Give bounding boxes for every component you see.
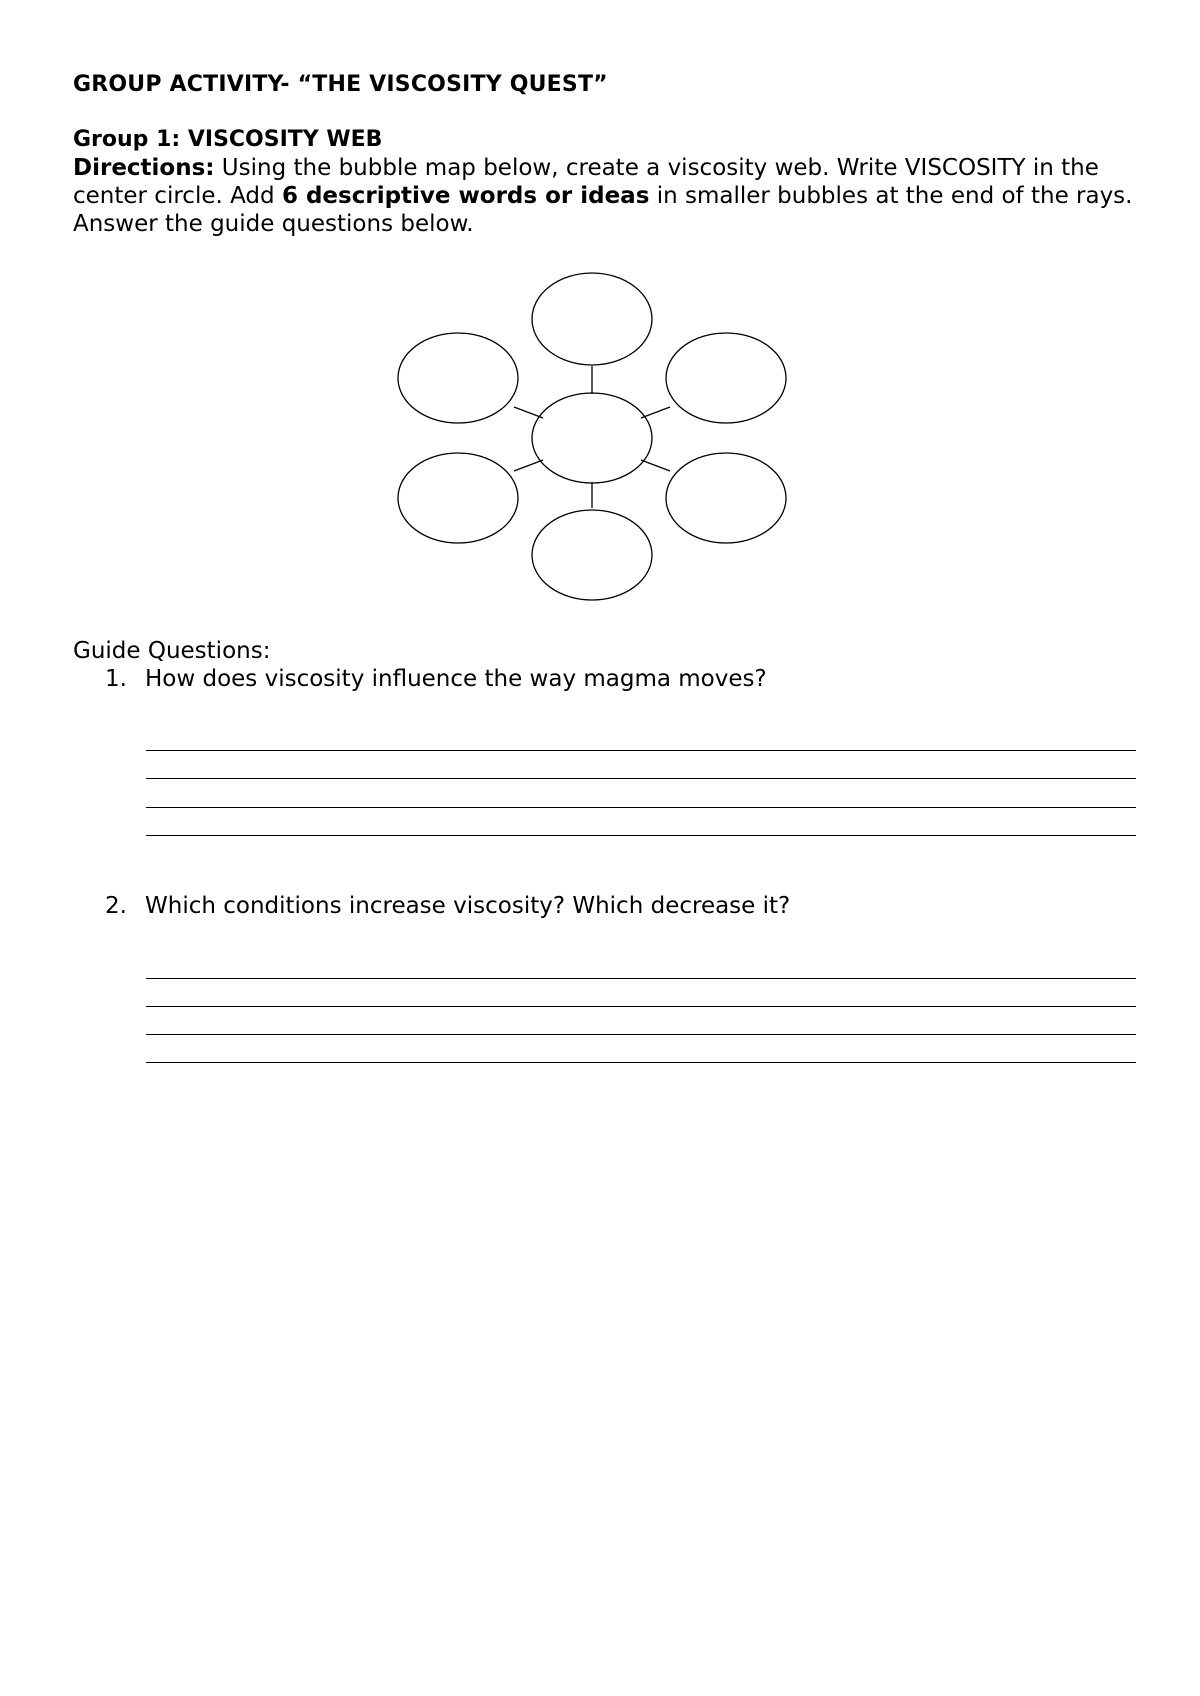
question-2 — [105, 893, 790, 919]
question-2-text: Which conditions increase viscosity? Which decrease it? — [145, 893, 791, 919]
answer-line-q1-3[interactable] — [146, 807, 1136, 808]
directions-text-1: Using the bubble map below, create a viscosity web. Write VISCOSITY in the center circle. Add — [73, 155, 1099, 209]
answer-line-q1-4[interactable] — [146, 835, 1136, 836]
answer-line-q2-2[interactable] — [146, 1006, 1136, 1007]
guide-questions-label: Guide Questions: — [73, 638, 271, 664]
answer-line-q2-1[interactable] — [146, 978, 1136, 979]
answer-line-q1-1[interactable] — [146, 750, 1136, 751]
center-bubble[interactable] — [532, 393, 652, 483]
bubble-bottom[interactable] — [532, 510, 652, 600]
directions-label: Directions: — [73, 155, 215, 181]
question-1-number: 1. — [105, 666, 127, 692]
directions-paragraph — [73, 154, 1153, 238]
bubble-lower-left[interactable] — [398, 453, 518, 543]
directions-text-2: in smaller bubbles at the end of the rays. Answer the guide questions below. — [73, 183, 1133, 237]
worksheet-title: GROUP ACTIVITY- “THE VISCOSITY QUEST” — [73, 72, 608, 97]
group-heading: Group 1: VISCOSITY WEB — [73, 127, 383, 152]
directions-bold-phrase: 6 descriptive words or ideas — [281, 183, 650, 209]
bubble-lower-right[interactable] — [666, 453, 786, 543]
question-1-text: How does viscosity influence the way magma moves? — [145, 666, 767, 692]
answer-line-q2-4[interactable] — [146, 1062, 1136, 1063]
question-2-number: 2. — [105, 893, 127, 919]
question-1 — [105, 666, 767, 692]
bubble-top[interactable] — [532, 273, 652, 365]
bubble-upper-right[interactable] — [666, 333, 786, 423]
answer-line-q1-2[interactable] — [146, 778, 1136, 779]
bubble-map — [396, 270, 790, 604]
ray-lower-right — [641, 460, 670, 471]
ray-lower-left — [514, 460, 543, 471]
answer-line-q2-3[interactable] — [146, 1034, 1136, 1035]
bubble-upper-left[interactable] — [398, 333, 518, 423]
